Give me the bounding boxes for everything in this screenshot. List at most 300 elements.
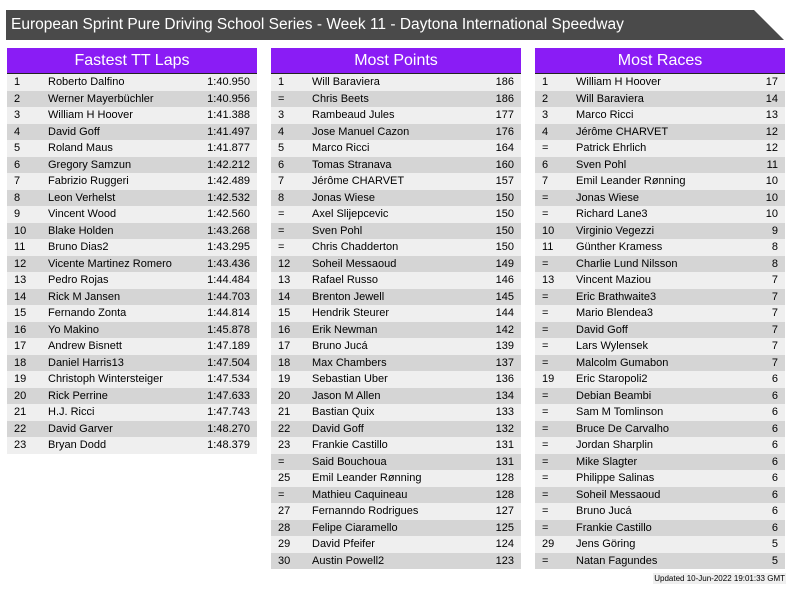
driver-name-cell: Yo Makino xyxy=(48,323,99,336)
table-row xyxy=(271,272,521,289)
table-row xyxy=(271,206,521,223)
table-row xyxy=(271,487,521,504)
table-row xyxy=(535,470,785,487)
driver-name-cell: H.J. Ricci xyxy=(48,406,95,418)
position-cell: 1 xyxy=(542,76,549,88)
driver-name-cell: Debian Beambi xyxy=(576,389,652,402)
position-cell: 3 xyxy=(14,109,21,121)
driver-name-cell: Fernanndo Rodrigues xyxy=(312,505,419,517)
table-row xyxy=(271,74,521,91)
position-cell: 8 xyxy=(14,191,21,204)
position-cell: = xyxy=(542,505,549,517)
value-cell: 1:47.743 xyxy=(207,406,250,418)
position-cell: 2 xyxy=(542,92,549,105)
value-cell: 150 xyxy=(495,208,514,220)
position-cell: = xyxy=(542,340,549,352)
value-cell: 123 xyxy=(495,554,514,567)
panel-heading: Most Points xyxy=(271,48,521,74)
table-row xyxy=(271,256,521,273)
table-row xyxy=(535,91,785,108)
position-cell: 7 xyxy=(542,175,549,187)
position-cell: 7 xyxy=(14,175,21,187)
table-row xyxy=(7,421,257,438)
table-row xyxy=(535,190,785,207)
driver-name-cell: Emil Leander Rønning xyxy=(312,472,422,484)
driver-name-cell: Andrew Bisnett xyxy=(48,340,122,352)
table-row xyxy=(535,454,785,471)
position-cell: 27 xyxy=(278,505,291,517)
position-cell: = xyxy=(542,290,549,303)
value-cell: 176 xyxy=(495,125,514,138)
driver-name-cell: Jens Göring xyxy=(576,538,636,550)
value-cell: 1:42.560 xyxy=(207,208,250,220)
value-cell: 1:42.489 xyxy=(207,175,250,187)
table-row xyxy=(271,520,521,537)
driver-name-cell: Austin Powell2 xyxy=(312,554,385,567)
value-cell: 11 xyxy=(766,158,778,171)
value-cell: 1:44.484 xyxy=(207,274,250,286)
value-cell: 5 xyxy=(771,538,778,550)
driver-name-cell: Christoph Wintersteiger xyxy=(48,373,163,385)
value-cell: 6 xyxy=(771,406,778,418)
position-cell: = xyxy=(542,554,549,567)
table-row xyxy=(535,256,785,273)
driver-name-cell: Bruno Jucá xyxy=(312,340,368,352)
position-cell: 25 xyxy=(278,472,291,484)
table-row xyxy=(7,355,257,372)
position-cell: 2 xyxy=(14,92,21,105)
position-cell: 6 xyxy=(542,158,549,171)
driver-name-cell: Vincent Maziou xyxy=(576,274,652,286)
position-cell: 30 xyxy=(278,554,291,567)
table-row xyxy=(271,157,521,174)
position-cell: 1 xyxy=(14,76,21,88)
value-cell: 1:45.878 xyxy=(207,323,250,336)
driver-name-cell: Bruno Dias2 xyxy=(48,241,109,253)
position-cell: = xyxy=(542,439,549,451)
position-cell: 15 xyxy=(278,307,291,319)
position-cell: = xyxy=(542,472,549,484)
driver-name-cell: Jason M Allen xyxy=(312,389,381,402)
driver-name-cell: Felipe Ciaramello xyxy=(312,521,398,534)
value-cell: 1:41.388 xyxy=(207,109,250,121)
table-row xyxy=(271,140,521,157)
driver-name-cell: David Goff xyxy=(312,422,364,435)
position-cell: = xyxy=(542,208,549,220)
driver-name-cell: Frankie Castillo xyxy=(312,439,388,451)
position-cell: 13 xyxy=(14,274,27,286)
driver-name-cell: Max Chambers xyxy=(312,356,387,369)
value-cell: 164 xyxy=(495,142,514,154)
driver-name-cell: Richard Lane3 xyxy=(576,208,648,220)
table-row xyxy=(271,107,521,124)
position-cell: = xyxy=(542,356,549,369)
value-cell: 131 xyxy=(495,455,514,468)
value-cell: 127 xyxy=(495,505,514,517)
panel-rows xyxy=(535,74,785,569)
position-cell: 10 xyxy=(14,224,27,237)
position-cell: 22 xyxy=(14,422,27,435)
driver-name-cell: David Pfeifer xyxy=(312,538,375,550)
driver-name-cell: Roberto Dalfino xyxy=(48,76,125,88)
table-row xyxy=(7,173,257,190)
position-cell: 23 xyxy=(278,439,291,451)
table-row xyxy=(271,388,521,405)
table-row xyxy=(7,107,257,124)
table-row xyxy=(535,107,785,124)
driver-name-cell: Jérôme CHARVET xyxy=(312,175,405,187)
position-cell: 11 xyxy=(14,241,26,253)
position-cell: 14 xyxy=(14,290,27,303)
value-cell: 6 xyxy=(771,521,778,534)
value-cell: 10 xyxy=(765,191,778,204)
table-row xyxy=(535,371,785,388)
driver-name-cell: Jonas Wiese xyxy=(312,191,375,204)
value-cell: 128 xyxy=(495,472,514,484)
driver-name-cell: Charlie Lund Nilsson xyxy=(576,257,678,270)
position-cell: 23 xyxy=(14,439,27,451)
value-cell: 1:48.270 xyxy=(207,422,250,435)
table-row xyxy=(271,421,521,438)
table-row xyxy=(7,256,257,273)
table-row xyxy=(7,437,257,454)
position-cell: = xyxy=(542,323,549,336)
value-cell: 5 xyxy=(771,554,778,567)
position-cell: = xyxy=(278,455,285,468)
table-row xyxy=(7,322,257,339)
value-cell: 139 xyxy=(495,340,514,352)
table-row xyxy=(7,388,257,405)
driver-name-cell: Jose Manuel Cazon xyxy=(312,125,410,138)
driver-name-cell: Bryan Dodd xyxy=(48,439,107,451)
position-cell: 1 xyxy=(278,76,285,88)
table-row xyxy=(535,536,785,553)
table-row xyxy=(535,124,785,141)
position-cell: = xyxy=(278,241,285,253)
table-row xyxy=(271,305,521,322)
driver-name-cell: Philippe Salinas xyxy=(576,472,655,484)
position-cell: = xyxy=(542,455,549,468)
driver-name-cell: Chris Chadderton xyxy=(312,241,399,253)
driver-name-cell: Rambeaud Jules xyxy=(312,109,395,121)
value-cell: 6 xyxy=(771,488,778,501)
driver-name-cell: Brenton Jewell xyxy=(312,290,385,303)
value-cell: 134 xyxy=(495,389,514,402)
driver-name-cell: Rick Perrine xyxy=(48,389,108,402)
driver-name-cell: Sebastian Uber xyxy=(312,373,388,385)
position-cell: 13 xyxy=(278,274,291,286)
driver-name-cell: Chris Beets xyxy=(312,92,369,105)
position-cell: 4 xyxy=(542,125,549,138)
position-cell: 21 xyxy=(278,406,291,418)
table-row xyxy=(535,553,785,570)
table-row xyxy=(271,470,521,487)
table-row xyxy=(7,305,257,322)
position-cell: 18 xyxy=(14,356,27,369)
updated-timestamp: Updated 10-Jun-2022 19:01:33 GMT xyxy=(654,574,785,583)
value-cell: 6 xyxy=(771,505,778,517)
value-cell: 145 xyxy=(495,290,514,303)
panel-rows xyxy=(271,74,521,569)
driver-name-cell: Rick M Jansen xyxy=(48,290,121,303)
position-cell: 18 xyxy=(278,356,291,369)
driver-name-cell: Erik Newman xyxy=(312,323,378,336)
table-row xyxy=(271,124,521,141)
value-cell: 14 xyxy=(765,92,778,105)
table-row xyxy=(271,371,521,388)
table-row xyxy=(7,74,257,91)
position-cell: 15 xyxy=(14,307,27,319)
position-cell: 20 xyxy=(14,389,27,402)
table-row xyxy=(271,173,521,190)
driver-name-cell: Günther Kramess xyxy=(576,241,663,253)
driver-name-cell: Malcolm Gumabon xyxy=(576,356,669,369)
position-cell: 19 xyxy=(278,373,291,385)
page-title: European Sprint Pure Driving School Series - Week 11 - Daytona International Speedway xyxy=(11,16,624,33)
value-cell: 133 xyxy=(495,406,514,418)
value-cell: 6 xyxy=(771,455,778,468)
position-cell: 12 xyxy=(278,257,291,270)
title-banner xyxy=(6,10,784,40)
table-row xyxy=(7,157,257,174)
table-row xyxy=(271,503,521,520)
driver-name-cell: Sven Pohl xyxy=(312,224,363,237)
value-cell: 1:41.497 xyxy=(207,125,250,138)
position-cell: 19 xyxy=(542,373,555,385)
position-cell: 17 xyxy=(278,340,291,352)
driver-name-cell: Werner Mayerbüchler xyxy=(48,92,154,105)
value-cell: 1:41.877 xyxy=(207,142,250,154)
value-cell: 1:42.532 xyxy=(207,191,250,204)
table-row xyxy=(271,190,521,207)
position-cell: 3 xyxy=(278,109,285,121)
table-row xyxy=(271,553,521,570)
value-cell: 124 xyxy=(495,538,514,550)
value-cell: 1:43.295 xyxy=(207,241,250,253)
value-cell: 10 xyxy=(765,175,778,187)
table-row xyxy=(271,289,521,306)
driver-name-cell: Hendrik Steurer xyxy=(312,307,390,319)
table-row xyxy=(535,140,785,157)
driver-name-cell: Lars Wylensek xyxy=(576,340,649,352)
value-cell: 1:48.379 xyxy=(207,439,250,451)
driver-name-cell: Jordan Sharplin xyxy=(576,439,654,451)
panel-rows xyxy=(7,74,257,454)
value-cell: 150 xyxy=(495,224,514,237)
table-row xyxy=(7,338,257,355)
panel-heading: Fastest TT Laps xyxy=(7,48,257,74)
table-row xyxy=(535,355,785,372)
table-row xyxy=(535,206,785,223)
driver-name-cell: Marco Ricci xyxy=(312,142,370,154)
position-cell: = xyxy=(542,389,549,402)
table-row xyxy=(271,437,521,454)
value-cell: 1:47.189 xyxy=(207,340,250,352)
value-cell: 7 xyxy=(771,307,778,319)
position-cell: 21 xyxy=(14,406,27,418)
position-cell: 17 xyxy=(14,340,27,352)
driver-name-cell: Mike Slagter xyxy=(576,455,638,468)
value-cell: 136 xyxy=(495,373,514,385)
panel-most-races xyxy=(535,48,785,569)
position-cell: 29 xyxy=(278,538,291,550)
table-row xyxy=(535,388,785,405)
value-cell: 7 xyxy=(771,274,778,286)
table-row xyxy=(535,173,785,190)
value-cell: 177 xyxy=(495,109,514,121)
position-cell: 10 xyxy=(542,224,555,237)
driver-name-cell: Daniel Harris13 xyxy=(48,356,124,369)
value-cell: 6 xyxy=(771,422,778,435)
value-cell: 125 xyxy=(495,521,514,534)
driver-name-cell: Mario Blendea3 xyxy=(576,307,654,319)
value-cell: 128 xyxy=(495,488,514,501)
position-cell: = xyxy=(542,142,549,154)
table-row xyxy=(535,404,785,421)
value-cell: 186 xyxy=(495,76,514,88)
value-cell: 1:42.212 xyxy=(207,158,250,171)
position-cell: = xyxy=(542,521,549,534)
value-cell: 160 xyxy=(495,158,514,171)
table-row xyxy=(271,322,521,339)
position-cell: 20 xyxy=(278,389,291,402)
table-row xyxy=(7,404,257,421)
value-cell: 6 xyxy=(771,439,778,451)
driver-name-cell: Will Baraviera xyxy=(312,76,380,88)
value-cell: 149 xyxy=(495,257,514,270)
driver-name-cell: Frankie Castillo xyxy=(576,521,652,534)
value-cell: 7 xyxy=(771,290,778,303)
driver-name-cell: Bruce De Carvalho xyxy=(576,422,669,435)
value-cell: 146 xyxy=(495,274,514,286)
value-cell: 12 xyxy=(765,125,778,138)
value-cell: 157 xyxy=(495,175,514,187)
driver-name-cell: Rafael Russo xyxy=(312,274,379,286)
value-cell: 1:40.950 xyxy=(207,76,250,88)
driver-name-cell: Eric Brathwaite3 xyxy=(576,290,657,303)
driver-name-cell: Leon Verhelst xyxy=(48,191,116,204)
driver-name-cell: Patrick Ehrlich xyxy=(576,142,647,154)
table-row xyxy=(535,239,785,256)
value-cell: 142 xyxy=(495,323,514,336)
position-cell: 16 xyxy=(14,323,27,336)
position-cell: 4 xyxy=(14,125,21,138)
driver-name-cell: David Goff xyxy=(48,125,100,138)
position-cell: = xyxy=(542,488,549,501)
driver-name-cell: Tomas Stranava xyxy=(312,158,392,171)
position-cell: 5 xyxy=(278,142,285,154)
value-cell: 10 xyxy=(765,208,778,220)
position-cell: 12 xyxy=(14,257,27,270)
position-cell: = xyxy=(542,406,549,418)
position-cell: 4 xyxy=(278,125,285,138)
driver-name-cell: Said Bouchoua xyxy=(312,455,387,468)
value-cell: 144 xyxy=(495,307,514,319)
position-cell: = xyxy=(542,307,549,319)
driver-name-cell: Bastian Quix xyxy=(312,406,375,418)
driver-name-cell: Fabrizio Ruggeri xyxy=(48,175,129,187)
value-cell: 8 xyxy=(771,241,778,253)
value-cell: 186 xyxy=(495,92,514,105)
table-row xyxy=(7,140,257,157)
value-cell: 13 xyxy=(765,109,778,121)
table-row xyxy=(535,223,785,240)
driver-name-cell: Soheil Messaoud xyxy=(576,488,661,501)
value-cell: 150 xyxy=(495,191,514,204)
position-cell: = xyxy=(278,208,285,220)
table-row xyxy=(7,91,257,108)
position-cell: = xyxy=(542,191,549,204)
driver-name-cell: Emil Leander Rønning xyxy=(576,175,686,187)
table-row xyxy=(7,206,257,223)
table-row xyxy=(535,272,785,289)
table-row xyxy=(271,223,521,240)
driver-name-cell: Sam M Tomlinson xyxy=(576,406,664,418)
value-cell: 6 xyxy=(771,389,778,402)
driver-name-cell: Pedro Rojas xyxy=(48,274,109,286)
table-row xyxy=(7,272,257,289)
table-row xyxy=(535,437,785,454)
table-row xyxy=(535,289,785,306)
table-row xyxy=(535,157,785,174)
value-cell: 7 xyxy=(771,356,778,369)
position-cell: 29 xyxy=(542,538,555,550)
position-cell: 8 xyxy=(278,191,285,204)
value-cell: 8 xyxy=(771,257,778,270)
value-cell: 12 xyxy=(765,142,778,154)
table-row xyxy=(271,91,521,108)
table-row xyxy=(7,239,257,256)
driver-name-cell: Jérôme CHARVET xyxy=(576,125,669,138)
position-cell: 5 xyxy=(14,142,21,154)
table-row xyxy=(7,371,257,388)
table-row xyxy=(7,223,257,240)
driver-name-cell: Bruno Jucá xyxy=(576,505,632,517)
table-row xyxy=(535,322,785,339)
driver-name-cell: Gregory Samzun xyxy=(48,158,132,171)
position-cell: 7 xyxy=(278,175,285,187)
table-row xyxy=(7,289,257,306)
panel-most-points xyxy=(271,48,521,569)
position-cell: 16 xyxy=(278,323,291,336)
table-row xyxy=(535,305,785,322)
position-cell: = xyxy=(278,224,285,237)
value-cell: 1:44.703 xyxy=(207,290,250,303)
driver-name-cell: Soheil Messaoud xyxy=(312,257,397,270)
table-row xyxy=(271,454,521,471)
position-cell: = xyxy=(278,488,285,501)
panel-fastest-tt-laps xyxy=(7,48,257,454)
value-cell: 137 xyxy=(495,356,514,369)
driver-name-cell: Sven Pohl xyxy=(576,158,627,171)
driver-name-cell: Virginio Vegezzi xyxy=(576,224,655,237)
driver-name-cell: Fernando Zonta xyxy=(48,307,127,319)
value-cell: 150 xyxy=(495,241,514,253)
value-cell: 7 xyxy=(771,340,778,352)
table-row xyxy=(271,338,521,355)
driver-name-cell: Will Baraviera xyxy=(576,92,644,105)
position-cell: = xyxy=(278,92,285,105)
driver-name-cell: Marco Ricci xyxy=(576,109,634,121)
driver-name-cell: Blake Holden xyxy=(48,224,114,237)
position-cell: 13 xyxy=(542,274,555,286)
table-row xyxy=(535,421,785,438)
driver-name-cell: William H Hoover xyxy=(48,109,133,121)
position-cell: 19 xyxy=(14,373,27,385)
table-row xyxy=(535,74,785,91)
value-cell: 1:40.956 xyxy=(207,92,250,105)
driver-name-cell: Mathieu Caquineau xyxy=(312,488,408,501)
